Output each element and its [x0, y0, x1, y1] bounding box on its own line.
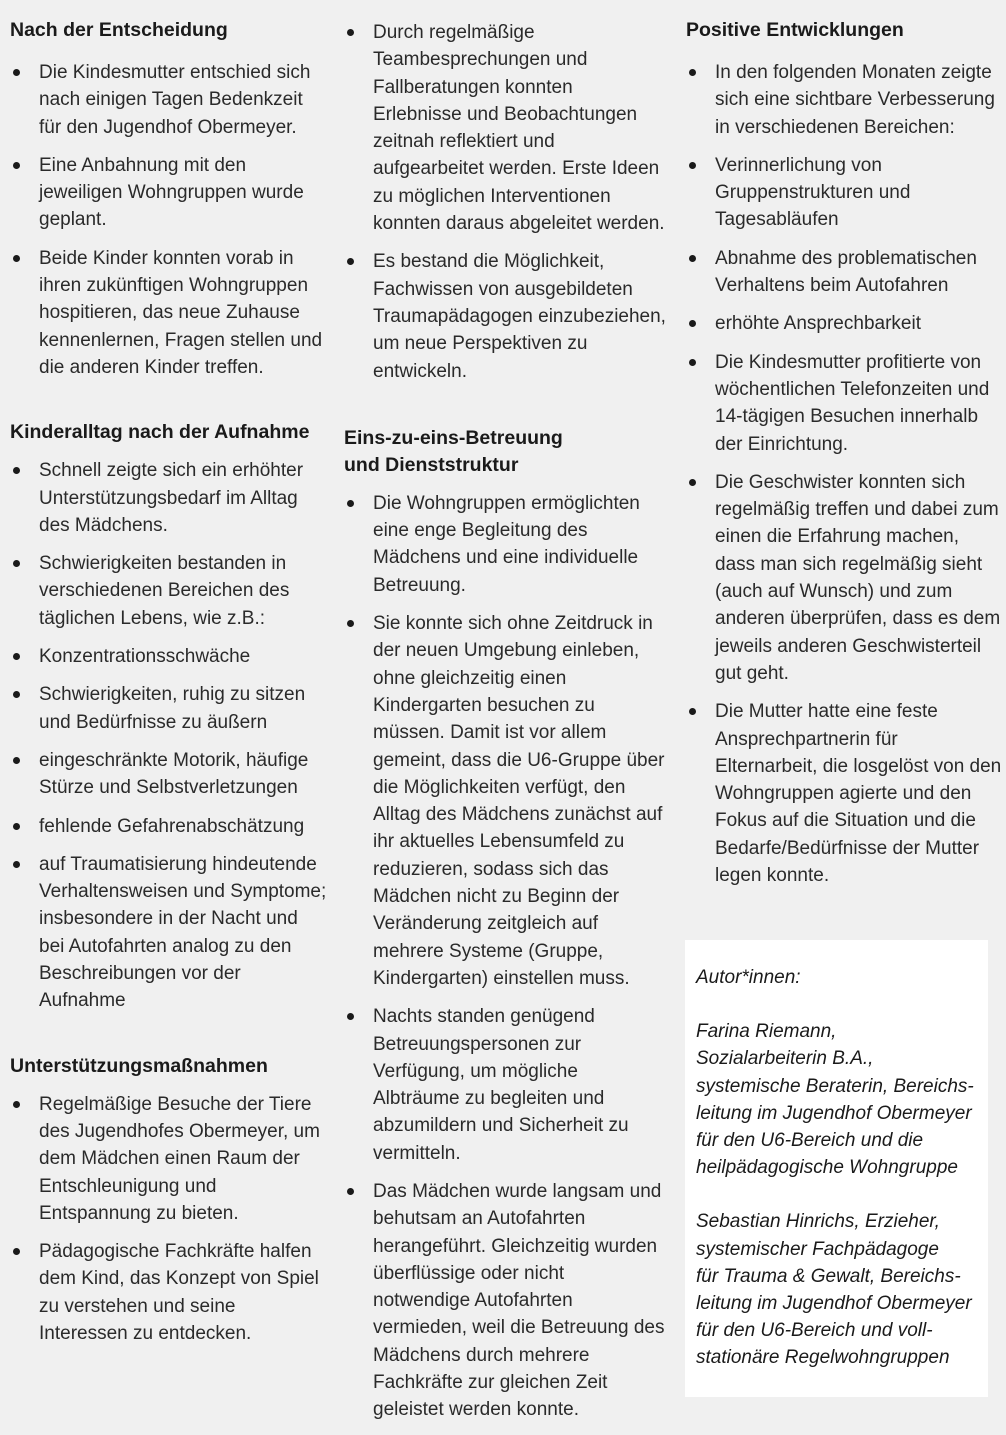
- heading-kinderalltag: Kinderalltag nach der Aufnahme: [10, 421, 310, 444]
- list-kinderalltag: [10, 457, 328, 1014]
- list-item: erhöhte Ansprechbarkeit: [686, 310, 1002, 337]
- list-item: Nachts standen genügend Betreuungspersonen zur Verfügung, um mögliche Albträume zu begleiten und abzumildern und Sicherheit zu vermitteln.: [344, 1003, 666, 1167]
- list-item: In den folgenden Monaten zeigte sich eine sichtbare Verbesserung in verschiedenen Bereichen:: [686, 59, 1002, 141]
- heading-eins-zu-eins-betreuung: [344, 425, 666, 479]
- list-unterstuetzungsmassnahmen: [10, 1091, 328, 1348]
- author-2-line: systemischer Fachpädagoge: [696, 1238, 939, 1260]
- list-item: Schwierigkeiten, ruhig zu sitzen und Bedürfnisse zu äußern: [10, 681, 328, 736]
- list-item: Die Wohngruppen ermöglichten eine enge Begleitung des Mädchens und eine individuelle Betreuung.: [344, 490, 666, 599]
- author-2-line: leitung im Jugendhof Obermeyer: [696, 1293, 972, 1315]
- list-item: Beide Kinder konnten vorab in ihren zukünftigen Wohngruppen hospitieren, das neue Zuhause kennenlernen, Fragen stellen und die anderen Kinder treffen.: [10, 245, 328, 381]
- list-nach-der-entscheidung: [10, 59, 328, 381]
- list-item: Die Kindesmutter entschied sich nach einigen Tagen Bedenkzeit für den Jugendhof Obermeyer.: [10, 59, 328, 141]
- heading-unterstuetzungsmassnahmen: Unterstützungsmaßnahmen: [10, 1054, 268, 1077]
- list-item: Schnell zeigte sich ein erhöhter Unterstützungsbedarf im Alltag des Mädchens.: [10, 457, 328, 539]
- author-1-line: systemische Beraterin, Bereichs-: [696, 1075, 974, 1097]
- list-positive-entwicklungen: [686, 59, 1002, 889]
- heading-positive-entwicklungen: Positive Entwicklungen: [686, 19, 904, 41]
- author-box: [685, 940, 988, 1397]
- list-item: Das Mädchen wurde langsam und behutsam an Autofahrten herangeführt. Gleichzeitig wurden überflüssige oder nicht notwendige Autofahrten vermieden, weil die Betreuung des Mädchens durch mehrere Fachkräfte zur gleichen Zeit geleistet werden konnte.: [344, 1178, 666, 1424]
- list-teamarbeit: [344, 19, 666, 385]
- list-item: auf Traumatisierung hindeutende Verhaltensweisen und Symptome; insbesondere in der Nacht und bei Autofahrten analog zu den Beschreibungen vor der Aufnahme: [10, 851, 328, 1015]
- list-item: Die Kindesmutter profitierte von wöchentlichen Telefonzeiten und 14-tägigen Besuchen innerhalb der Einrichtung.: [686, 349, 1002, 458]
- list-eins-zu-eins-betreuung: [344, 490, 666, 1424]
- author-1-line: für den U6-Bereich und die: [696, 1130, 924, 1152]
- list-item: Es bestand die Möglichkeit, Fachwissen von ausgebildeten Traumapädagogen einzubeziehen, um neue Perspektiven zu entwickeln.: [344, 248, 666, 384]
- list-item: Die Geschwister konnten sich regelmäßig treffen und dabei zum einen die Erfahrung machen, dass man sich regelmäßig sieht (auch auf Wunsch) und zum anderen überprüfen, dass es dem jeweils anderen Geschwisterteil gut geht.: [686, 469, 1002, 687]
- author-1-line: Farina Riemann,: [696, 1021, 837, 1043]
- list-item: Sie konnte sich ohne Zeitdruck in der neuen Umgebung einleben, ohne gleichzeitig einen Kindergarten besuchen zu müssen. Damit ist vor allem gemeint, dass die U6-Gruppe über die Möglichkeiten verfügt, den Alltag des Mädchens zunächst auf ihr aktuelles Lebensumfeld zu reduzieren, sodass sich das Mädchen nicht zu Beginn der Veränderung zeitgleich auf mehrere Systeme (Gruppe, Kindergarten) einstellen muss.: [344, 610, 666, 992]
- column-left: [10, 0, 328, 1358]
- author-1-line: leitung im Jugendhof Obermeyer: [696, 1102, 972, 1124]
- heading-line-2: und Dienststruktur: [344, 453, 519, 476]
- list-item: Schwierigkeiten bestanden in verschiedenen Bereichen des täglichen Lebens, wie z.B.:: [10, 550, 328, 632]
- authors-label: Autor*innen:: [696, 967, 801, 988]
- author-1-line: heilpädagogische Wohngruppe: [696, 1157, 958, 1179]
- list-item: Regelmäßige Besuche der Tiere des Jugendhofes Obermeyer, um dem Mädchen einen Raum der Entschleunigung und Entspannung zu bieten.: [10, 1091, 328, 1227]
- author-2-line: für den U6-Bereich und voll-: [696, 1320, 933, 1342]
- list-item: Konzentrationsschwäche: [10, 643, 328, 670]
- list-item: Eine Anbahnung mit den jeweiligen Wohngruppen wurde geplant.: [10, 152, 328, 234]
- list-item: Durch regelmäßige Teambesprechungen und Fallberatungen konnten Erlebnisse und Beobachtungen zeitnah reflektiert und aufgearbeitet werden. Erste Ideen zu möglichen Interventionen konnten daraus abgeleitet werden.: [344, 19, 666, 237]
- column-right: [686, 0, 1002, 900]
- list-item: Abnahme des problematischen Verhaltens beim Autofahren: [686, 245, 1002, 300]
- author-2-line: für Trauma & Gewalt, Bereichs-: [696, 1265, 961, 1287]
- author-2-line: stationäre Regelwohngruppen: [696, 1347, 950, 1369]
- list-item: eingeschränkte Motorik, häufige Stürze und Selbstverletzungen: [10, 747, 328, 802]
- list-item: Die Mutter hatte eine feste Ansprechpartnerin für Elternarbeit, die losgelöst von den Wohngruppen agierte und den Fokus auf die Situation und die Bedarfe/Bedürfnisse der Mutter legen konnte.: [686, 698, 1002, 889]
- list-item: Verinnerlichung von Gruppenstrukturen und Tagesabläufen: [686, 152, 1002, 234]
- heading-line-1: Eins-zu-eins-Betreuung: [344, 426, 563, 449]
- list-item: Pädagogische Fachkräfte halfen dem Kind, das Konzept von Spiel zu verstehen und seine Interessen zu entdecken.: [10, 1238, 328, 1347]
- author-2-line: Sebastian Hinrichs, Erzieher,: [696, 1211, 940, 1233]
- heading-nach-der-entscheidung: Nach der Entscheidung: [10, 19, 228, 41]
- list-item: fehlende Gefahrenabschätzung: [10, 813, 328, 840]
- author-1-line: Sozialarbeiterin B.A.,: [696, 1048, 874, 1070]
- column-middle: [344, 0, 666, 1435]
